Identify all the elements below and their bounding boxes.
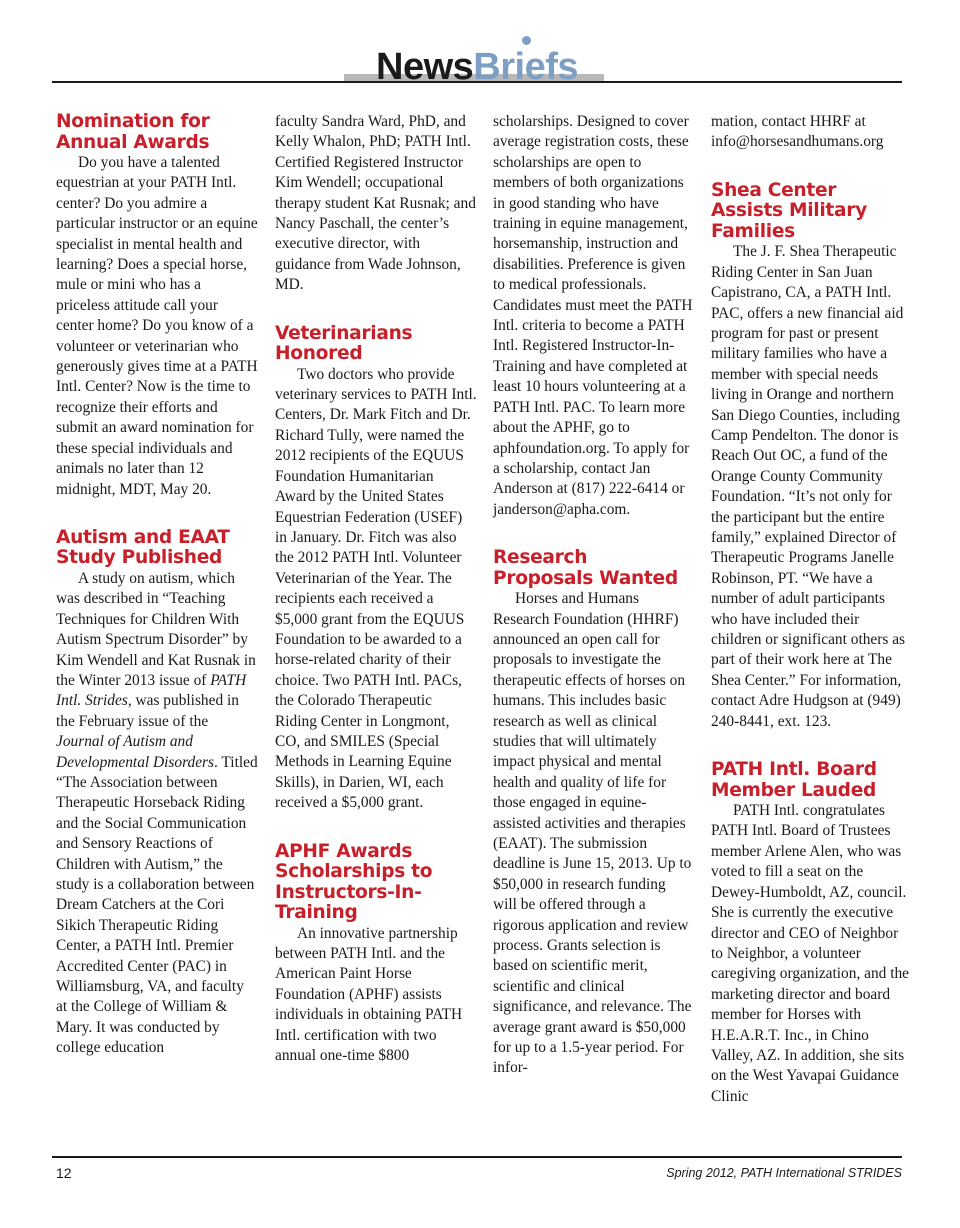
body-research-continued: mation, contact HHRF at info@horsesandhumans.org xyxy=(711,113,884,151)
body-autism-part-b: , was published in the February issue of the xyxy=(56,692,239,730)
masthead xyxy=(52,44,902,86)
section-title-briefs-text: Briefs xyxy=(473,46,578,88)
headline-nomination: Nomination for Annual Awards xyxy=(56,111,210,153)
column-4 xyxy=(711,112,913,1107)
body-research: Horses and Humans Research Foundation (HHRF) announced an open call for proposals to investigate the therapeutic effects of horses on humans. This includes basic research as well as clinical studies that will ultimately impact physical and mental health and quality of life for those engaged in equine-assisted activities and therapies (EAAT). The submission deadline is June 15, 2013. Up to $50,000 in research funding will be offered through a rigorous application and review process. Grants selection is based on scientific merit, scientific and clinical significance, and relevance. The average grant award is $50,000 for up to a 1.5-year period. For infor- xyxy=(493,590,692,1077)
headline-autism: Autism and EAAT Study Published xyxy=(56,526,230,569)
dot-ornament-icon xyxy=(522,36,531,45)
section-title-briefs xyxy=(473,46,578,88)
body-autism-part-c: . Titled “The Association between Therapeutic Horseback Riding and the Social Communication and Sensory Reactions of Children with Autism,” the study is a collaboration between Dream Catchers at the Cori Sikich Therapeutic Riding Center, a PATH Intl. Premier Accredited Center (PAC) in Williamsburg, VA, and faculty at the College of William & Mary. It was conducted by college education xyxy=(56,753,258,1057)
headline-research: Research Proposals Wanted xyxy=(493,547,678,589)
headline-shea: Shea Center Assists Military Families xyxy=(711,179,867,242)
body-board: PATH Intl. congratulates PATH Intl. Board of Trustees member Arlene Alen, who was voted to fill a seat on the Dewey-Humboldt, AZ, council. She is currently the executive director and CEO of Neighbor to Neighbor, a volunteer caregiving organization, and the marketing director and board member for Horses with H.E.A.R.T. Inc., in Chino Valley, AZ. In addition, she sits on the West Yavapai Guidance Clinic xyxy=(711,802,910,1105)
body-autism-italic-journal: Journal of Autism and Developmental Disorders xyxy=(56,733,215,771)
body-autism-continued: faculty Sandra Ward, PhD, and Kelly Whalon, PhD; PATH Intl. Certified Registered Instructor Kim Wendell; occupational therapy student Kat Rusnak; and Nancy Paschall, the center’s executive director, with guidance from Wade Johnson, MD. xyxy=(275,113,476,294)
headline-aphf: APHF Awards Scholarships to Instructors-In-Training xyxy=(275,840,433,924)
column-2 xyxy=(275,112,477,1066)
body-veterinarians: Two doctors who provide veterinary services to PATH Intl. Centers, Dr. Mark Fitch and Dr. Richard Tully, were named the 2012 recipients of the EQUUS Foundation Humanitarian Award by the United States Equestrian Federation (USEF) in January. Dr. Fitch was also the 2012 PATH Intl. Volunteer Veterinarian of the Year. The recipients each received a $5,000 grant from the EQUUS Foundation to be awarded to a horse-related charity of their choice. Two PATH Intl. PACs, the Colorado Therapeutic Riding Center in Longmont, CO, and SMILES (Special Methods in Learning Equine Skills), in Darien, WI, each received a $5,000 grant. xyxy=(275,365,477,812)
body-autism-italic-strides: PATH Intl. Strides xyxy=(56,671,247,710)
body-autism-part-a: A study on autism, which was described in “Teaching Techniques for Children With Autism Spectrum Disorder” by Kim Wendell and Kat Rusnak in the Winter 2013 issue of xyxy=(56,569,256,689)
body-aphf: An innovative partnership between PATH Intl. and the American Paint Horse Foundation (APHF) assists individuals in obtaining PATH Intl. certification with two annual one-time $800 xyxy=(275,924,463,1065)
column-3 xyxy=(493,112,693,1079)
footer-rule xyxy=(52,1156,902,1158)
footer-credit: Spring 2012, PATH International STRIDES xyxy=(666,1166,902,1180)
body-shea: The J. F. Shea Therapeutic Riding Center in San Juan Capistrano, CA, a PATH Intl. PAC, offers a new financial aid program for past or present military families who have a member with special needs living in Orange and northern San Diego Counties, including Camp Pendelton. The donor is Reach Out OC, a fund of the Orange County Community Foundation. “It’s not only for the participant but the entire family,” explained Director of Therapeutic Programs Janelle Robinson, PT. “We have a number of adult participants who have included their children or significant others as part of their work here at The Shea Center.” For information, contact Adre Hudgson at (949) 240-8441, ext. 123. xyxy=(711,243,906,730)
section-title-news: News xyxy=(376,46,474,88)
body-nomination: Do you have a talented equestrian at your PATH Intl. center? Do you admire a particular instructor or an equine specialist in mental health and learning? Does a special horse, mule or mini who has a priceless attitude call your center home? Do you know of a volunteer or veterinarian who generously gives time at a PATH Intl. Center? Now is the time to recognize their efforts and submit an award nomination for these special individuals and animals no later than 12 midnight, MDT, May 20. xyxy=(56,154,258,498)
headline-board: PATH Intl. Board Member Lauded xyxy=(711,759,877,801)
body-aphf-continued: scholarships. Designed to cover average registration costs, these scholarships are open to members of both organizations in good standing who have training in equine management, horsemanship, instruction and disabilities. Preference is given to medical professionals. Candidates must meet the PATH Intl. criteria to become a PATH Intl. Registered Instructor-In-Training and have completed at least 10 hours volunteering at a PATH Intl. PAC. To learn more about the APHF, go to aphfoundation.org. To apply for a scholarship, contact Jan Anderson at (817) 222-6414 or janderson@apha.com. xyxy=(493,113,693,518)
column-1 xyxy=(56,112,258,1059)
body-autism xyxy=(56,569,258,1059)
page-number: 12 xyxy=(56,1165,72,1181)
headline-veterinarians: Veterinarians Honored xyxy=(275,322,413,365)
section-title xyxy=(52,48,902,86)
